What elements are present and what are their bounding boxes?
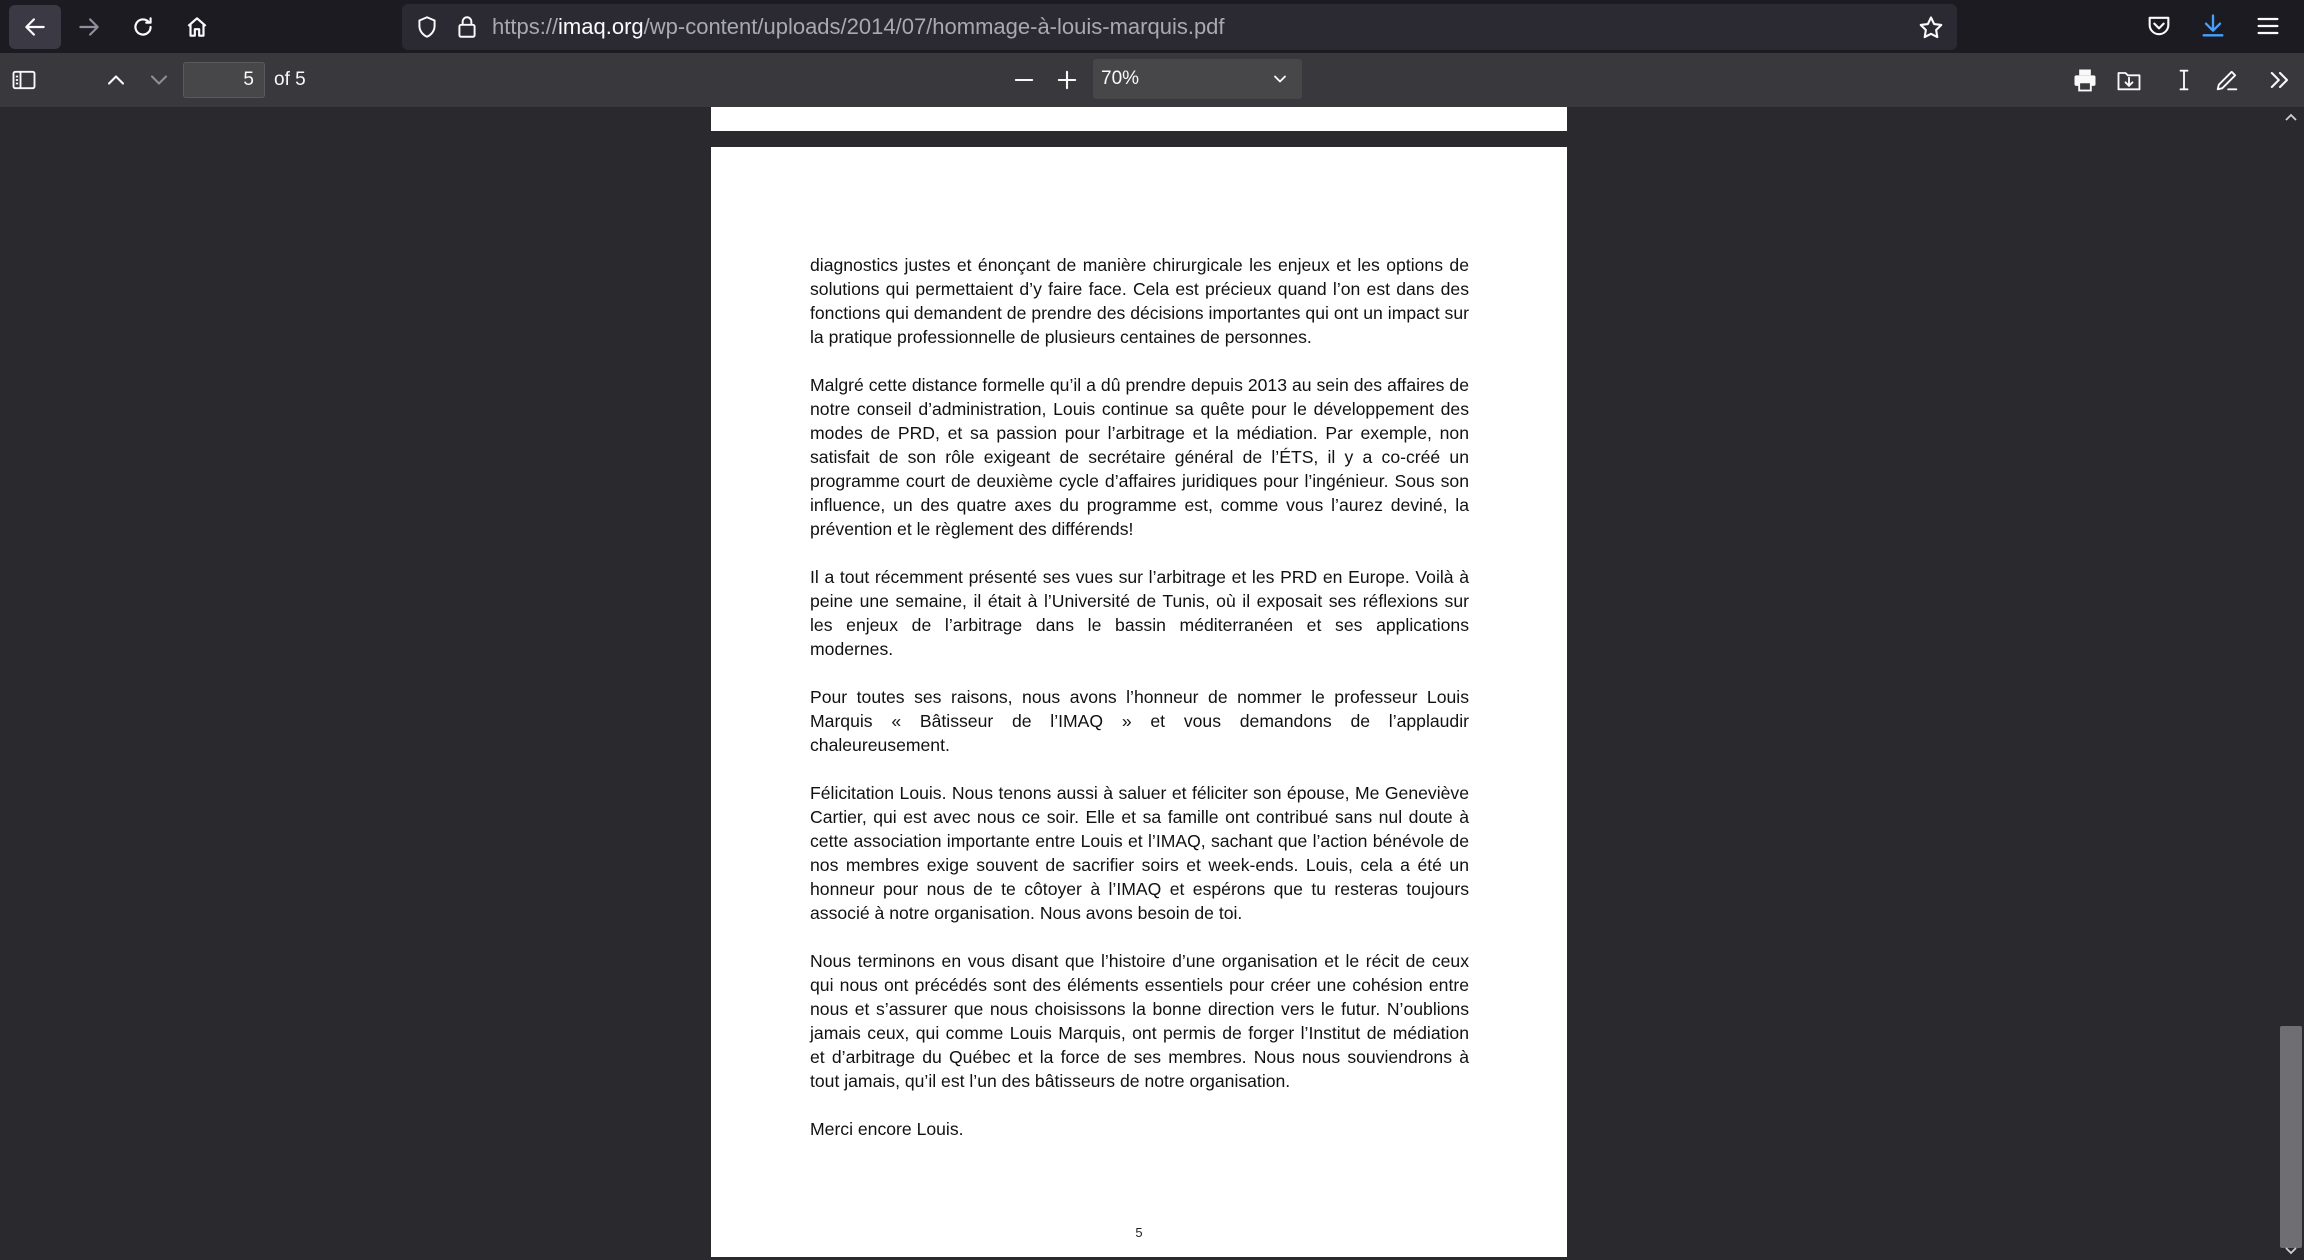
url-text[interactable] <box>492 4 1225 50</box>
zoom-in-icon[interactable] <box>1053 66 1081 94</box>
lock-icon[interactable] <box>454 14 480 40</box>
pdf-toolbar <box>0 53 2304 108</box>
zoom-out-icon[interactable] <box>1010 66 1038 94</box>
pdf-page <box>711 147 1567 1257</box>
reload-icon <box>130 14 156 40</box>
paragraph: Il a tout récemment présenté ses vues sur l’arbitrage et les PRD en Europe. Voilà à peine une semaine, il était à l’Université de Tunis, où il exposait ses réflexions sur les enjeux de l’arbitrage dans le bassin méditerranéen et ses applications modernes. <box>810 567 1469 659</box>
address-bar[interactable] <box>402 4 1957 50</box>
url-host: imaq.org <box>558 14 644 39</box>
page-text <box>810 253 1469 1165</box>
paragraph: Nous terminons en vous disant que l’histoire d’une organisation et le récit de ceux qui nous ont précédés sont des éléments essentiels pour créer une cohésion entre nous et s’assurer que nous choisissons la bonne direction vers le futur. N’oublions jamais ceux, qui comme Louis Marquis, ont permis de forger l’Institut de médiation et d’arbitrage du Québec et la force de ses membres. Nous nous souviendrons à tout jamais, qu’il est l’un des bâtisseurs de notre organisation. <box>810 951 1469 1091</box>
reload-button[interactable] <box>117 5 169 49</box>
menu-icon[interactable] <box>2254 12 2282 40</box>
page-number-input[interactable]: 5 <box>183 62 265 98</box>
pdf-viewer[interactable] <box>0 107 2304 1260</box>
paragraph: Malgré cette distance formelle qu’il a dû prendre depuis 2013 au sein des affaires de notre conseil d’administration, Louis continue sa quête pour le développement des modes de PRD, et sa passion pour l’arbitrage et la médiation. Par exemple, non satisfait de son rôle exigeant de secrétaire général de l’ÉTS, il y a co-créé un programme court de deuxième cycle d’affaires juridiques pour l’ingénieur. Sous son influence, un des quatre axes du programme est, comme vous l’aurez deviné, la prévention et le règlement des différends! <box>810 375 1469 539</box>
scroll-up-icon[interactable] <box>2281 109 2301 125</box>
page-number: 5 <box>1135 1225 1143 1240</box>
tools-expand-icon[interactable] <box>2266 66 2294 94</box>
paragraph: Merci encore Louis. <box>810 1119 964 1139</box>
previous-page-sheet <box>711 107 1567 131</box>
star-icon[interactable] <box>1917 14 1945 42</box>
scrollbar-thumb[interactable] <box>2280 1026 2302 1248</box>
arrow-right-icon <box>76 14 102 40</box>
url-prefix: https:// <box>492 14 559 39</box>
sidebar-toggle-icon[interactable] <box>10 66 38 94</box>
zoom-select[interactable] <box>1093 59 1302 99</box>
back-button[interactable] <box>9 5 61 49</box>
next-page-icon[interactable] <box>145 66 173 94</box>
paragraph: Félicitation Louis. Nous tenons aussi à saluer et féliciter son épouse, Me Geneviève Cartier, qui est avec nous ce soir. Elle et sa famille ont contribué sans nul doute à cette association importante entre Louis et l’IMAQ, sachant que l’action bénévole de nos membres exige souvent de sacrifier soirs et week-ends. Louis, cela a été un honneur pour nous de te côtoyer à l’IMAQ et espérons que tu resteras toujours associé à notre organisation. Nous avons besoin de toi. <box>810 783 1469 923</box>
navigation-bar <box>0 0 2304 53</box>
forward-button[interactable] <box>63 5 115 49</box>
arrow-left-icon <box>22 14 48 40</box>
previous-page-icon[interactable] <box>102 66 130 94</box>
paragraph: Pour toutes ses raisons, nous avons l’honneur de nommer le professeur Louis Marquis « Bâtisseur de l’IMAQ » et vous demandons de l’applaudir chaleureusement. <box>810 687 1469 755</box>
tracking-protection-icon[interactable] <box>414 14 440 40</box>
draw-icon[interactable] <box>2213 66 2241 94</box>
scroll-down-icon[interactable] <box>2281 1243 2301 1259</box>
save-icon[interactable] <box>2115 66 2143 94</box>
zoom-value: 70% <box>1101 68 1140 89</box>
paragraph: diagnostics justes et énonçant de manière chirurgicale les enjeux et les options de solutions qui permettaient d’y faire face. Cela est précieux quand l’on est dans des fonctions qui demandent de prendre des décisions importantes qui ont un impact sur la pratique professionnelle de plusieurs centaines de personnes. <box>810 255 1469 347</box>
text-cursor-icon[interactable] <box>2170 66 2198 94</box>
print-icon[interactable] <box>2071 66 2099 94</box>
home-button[interactable] <box>171 5 223 49</box>
page-count: of 5 <box>274 69 306 90</box>
home-icon <box>184 14 210 40</box>
url-path: /wp-content/uploads/2014/07/hommage-à-louis-marquis.pdf <box>643 14 1225 39</box>
pocket-icon[interactable] <box>2145 12 2173 40</box>
chevron-down-icon <box>1270 69 1290 89</box>
download-icon[interactable] <box>2199 12 2227 40</box>
